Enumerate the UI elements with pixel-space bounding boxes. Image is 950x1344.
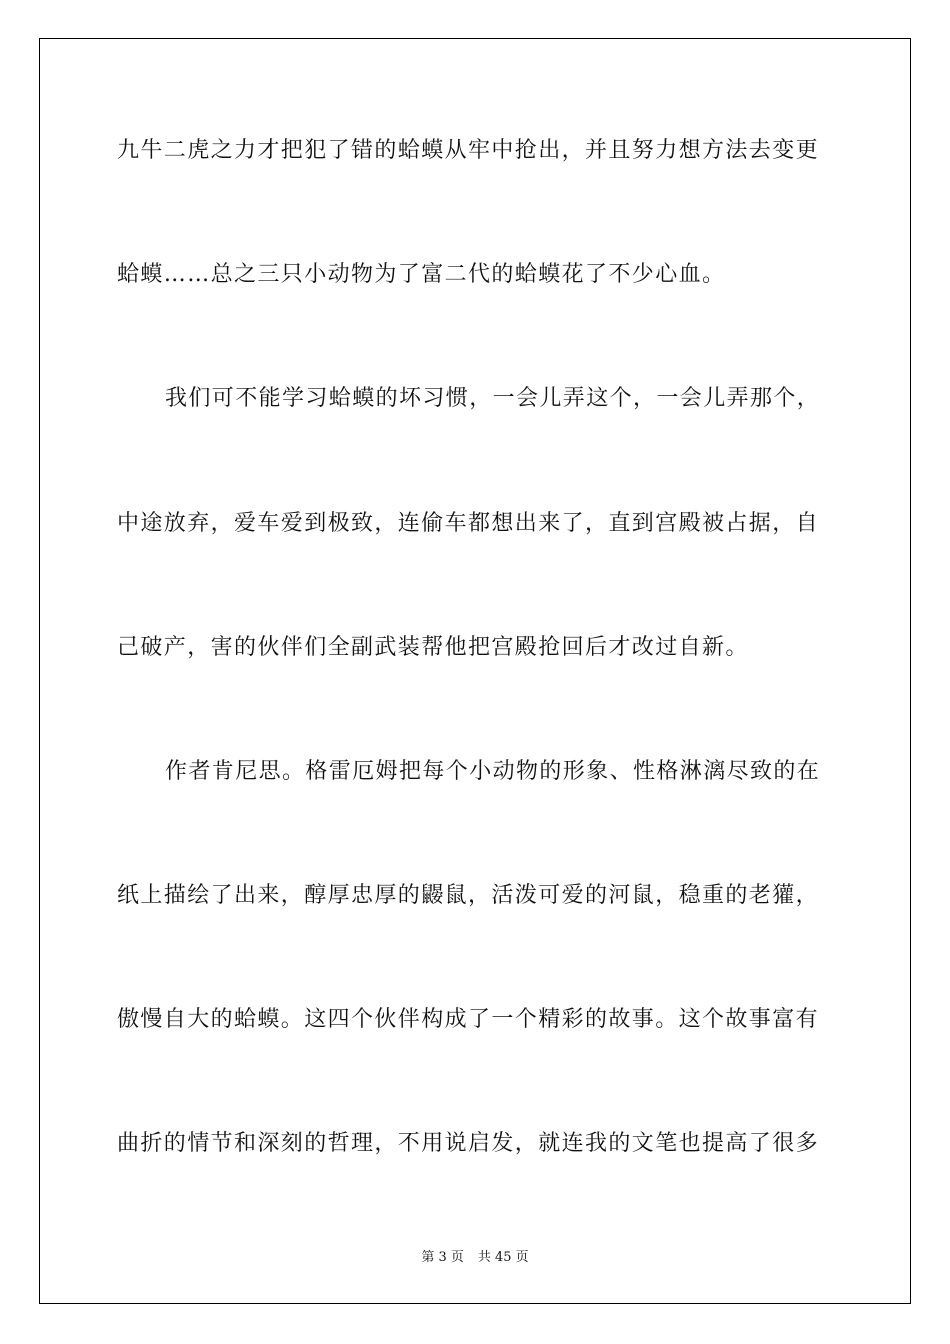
paragraph-line: 曲折的情节和深刻的哲理，不用说启发，就连我的文笔也提高了很多 bbox=[117, 1131, 820, 1156]
page-total: 共 45 页 bbox=[477, 1250, 529, 1265]
paragraph-line: 蛤蟆……总之三只小动物为了富二代的蛤蟆花了不少心血。 bbox=[117, 262, 726, 287]
paragraph-line: 中途放弃，爱车爱到极致，连偷车都想出来了，直到宫殿被占据，自 bbox=[117, 511, 820, 536]
paragraph-line: 纸上描绘了出来，醇厚忠厚的鼹鼠，活泼可爱的河鼠，稳重的老獾， bbox=[117, 883, 820, 908]
page-frame bbox=[39, 38, 911, 1304]
paragraph-line: 九牛二虎之力才把犯了错的蛤蟆从牢中抢出，并且努力想方法去变更 bbox=[117, 138, 820, 163]
paragraph-line: 傲慢自大的蛤蟆。这四个伙伴构成了一个精彩的故事。这个故事富有 bbox=[117, 1007, 820, 1032]
paragraph-line: 作者肯尼思。格雷厄姆把每个小动物的形象、性格淋漓尽致的在 bbox=[165, 759, 821, 784]
page-footer bbox=[0, 1246, 950, 1265]
paragraph-line: 己破产，害的伙伴们全副武装帮他把宫殿抢回后才改过自新。 bbox=[117, 635, 749, 660]
page-number: 第 3 页 bbox=[421, 1250, 464, 1265]
paragraph-line: 我们可不能学习蛤蟆的坏习惯，一会儿弄这个，一会儿弄那个， bbox=[165, 386, 821, 411]
